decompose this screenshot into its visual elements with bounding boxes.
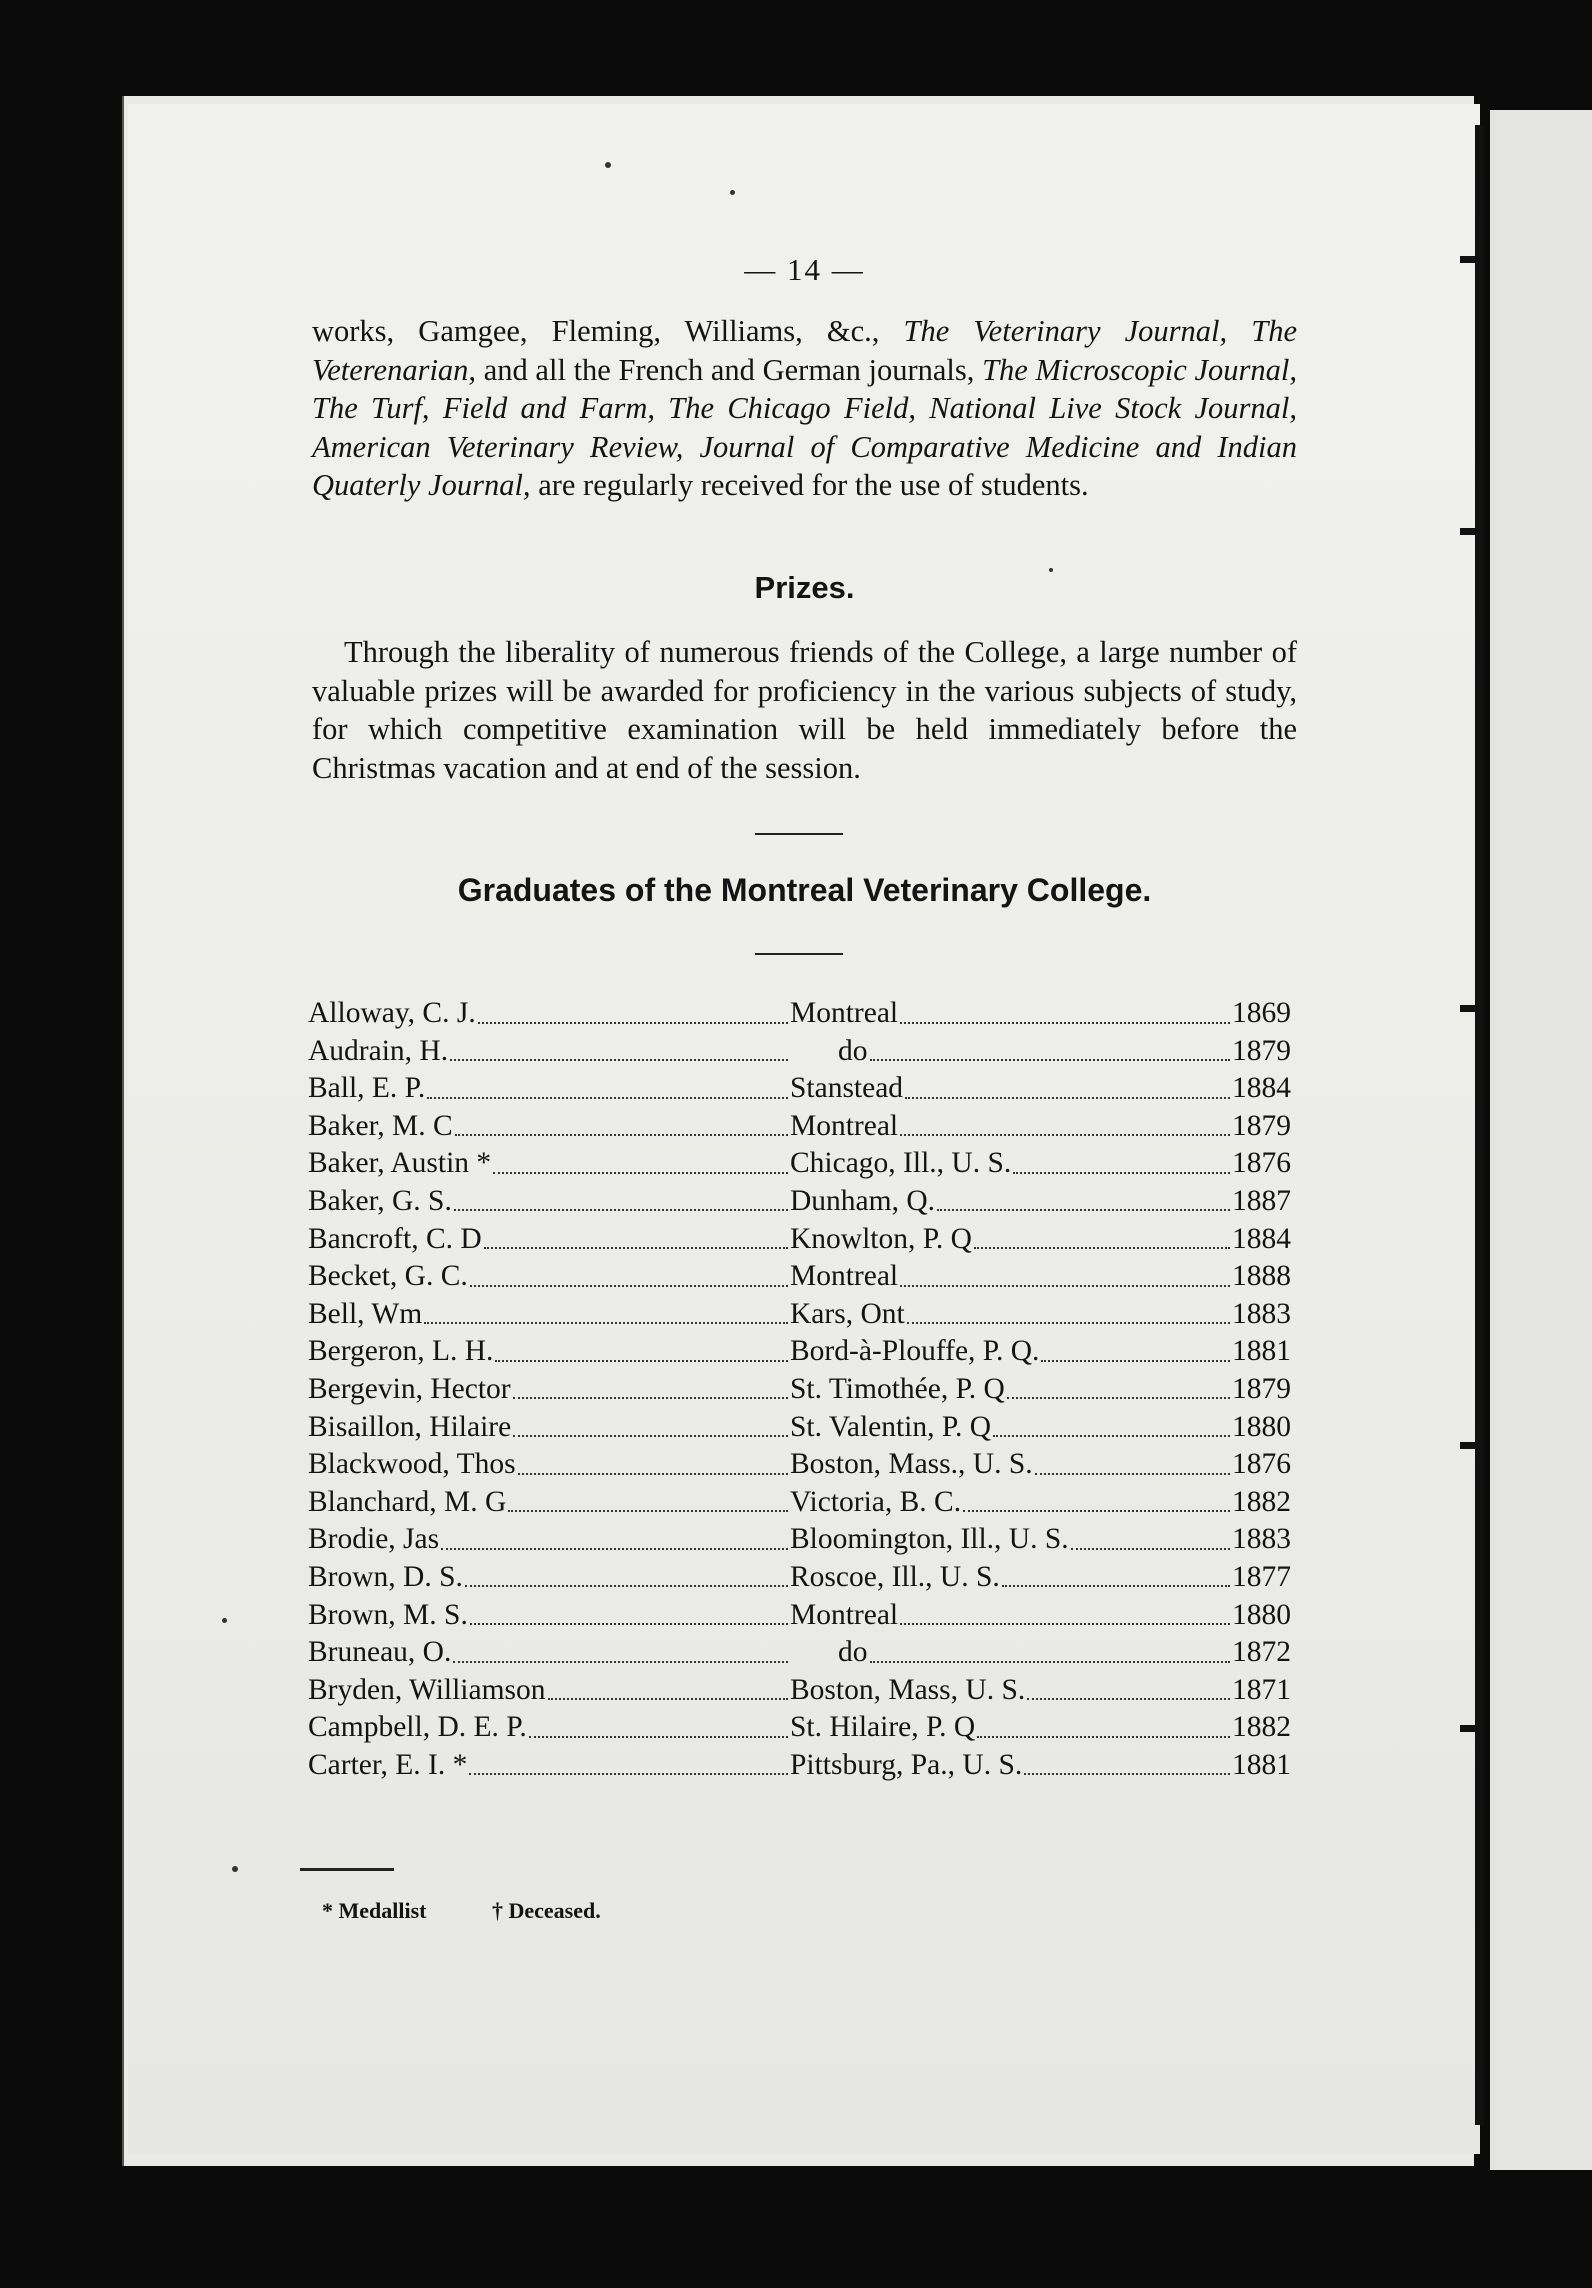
graduate-name: Brodie, Jas [308, 1523, 440, 1556]
graduate-year: 1876 [1232, 1448, 1291, 1481]
prizes-heading: Prizes. [754, 570, 855, 605]
graduate-place: Montreal [790, 1598, 899, 1631]
dot-leader [963, 1510, 1230, 1512]
heading-underline-rule [755, 953, 843, 955]
dot-leader [427, 1097, 788, 1099]
dot-leader [870, 1059, 1231, 1061]
graduate-name: Baker, Austin * [308, 1147, 492, 1180]
graduate-name: Bell, Wm [308, 1297, 423, 1330]
dot-leader [453, 1661, 788, 1663]
intro-text-run: and all the French and German journals, [476, 352, 983, 387]
dot-leader [465, 1585, 788, 1587]
graduate-year: 1882 [1232, 1711, 1291, 1744]
graduate-name: Bancroft, C. D [308, 1222, 482, 1255]
graduate-place: Dunham, Q. [790, 1184, 936, 1217]
intro-text-run: are regularly received for the use of students. [530, 468, 1089, 502]
scan-speck [605, 162, 611, 168]
footnote-medallist: * Medallist [322, 1898, 427, 1923]
graduate-name: Baker, G. S. [308, 1184, 452, 1217]
dot-leader [1013, 1172, 1230, 1174]
graduate-year: 1879 [1232, 1372, 1291, 1405]
graduate-row [308, 1636, 1291, 1674]
graduate-row [308, 1109, 1291, 1148]
page-number: — 14 — [744, 252, 865, 287]
graduate-place: St. Hilaire, P. Q [790, 1711, 976, 1744]
dot-leader [937, 1209, 1230, 1211]
dot-leader [1024, 1773, 1230, 1775]
graduate-name: Campbell, D. E. P. [308, 1711, 527, 1744]
dot-leader [548, 1698, 788, 1700]
graduate-row [308, 1748, 1291, 1787]
dot-leader [513, 1397, 788, 1399]
graduate-row [308, 1560, 1291, 1599]
graduate-name: Bryden, Williamson [308, 1673, 546, 1706]
graduate-name: Bergeron, L. H. [308, 1335, 494, 1368]
dot-leader [470, 1285, 788, 1287]
intro-text-run: works, Gamgee, Fleming, Williams, &c., [312, 314, 904, 348]
graduate-year: 1877 [1232, 1560, 1291, 1593]
dot-leader [870, 1661, 1231, 1663]
graduate-row [308, 1410, 1291, 1449]
graduate-year: 1879 [1232, 1034, 1291, 1067]
graduate-row [308, 1260, 1291, 1298]
dot-leader [518, 1473, 788, 1475]
graduate-place: St. Timothée, P. Q [790, 1372, 1005, 1405]
graduate-place: Chicago, Ill., U. S. [790, 1147, 1012, 1180]
graduate-year: 1887 [1232, 1184, 1291, 1217]
graduate-year: 1876 [1232, 1147, 1291, 1180]
dot-leader [470, 1623, 788, 1625]
binding-tick [1460, 1725, 1484, 1732]
graduate-place: Bord-à-Plouffe, P. Q. [790, 1335, 1040, 1368]
dot-leader [508, 1510, 788, 1512]
dot-leader [529, 1736, 788, 1738]
graduate-place: Boston, Mass., U. S. [790, 1448, 1033, 1481]
graduate-row [308, 1222, 1291, 1261]
graduate-name: Becket, G. C. [308, 1260, 468, 1293]
graduate-place: do [838, 1034, 868, 1067]
dot-leader [495, 1360, 788, 1362]
graduates-heading: Graduates of the Montreal Veterinary College. [457, 872, 1152, 908]
dot-leader [977, 1736, 1230, 1738]
graduate-year: 1883 [1232, 1297, 1291, 1330]
graduate-place: Pittsburg, Pa., U. S. [790, 1748, 1023, 1781]
binding-tick [1460, 1442, 1484, 1449]
graduate-year: 1881 [1232, 1335, 1291, 1368]
dot-leader [513, 1435, 788, 1437]
graduate-year: 1869 [1232, 997, 1291, 1029]
graduate-name: Baker, M. C [308, 1109, 453, 1142]
graduate-year: 1871 [1232, 1673, 1291, 1706]
graduate-name: Ball, E. P. [308, 1072, 426, 1105]
graduate-name: Audrain, H. [308, 1034, 449, 1067]
footnote-deceased: † Deceased. [492, 1898, 601, 1923]
graduate-row [308, 1034, 1291, 1073]
dot-leader [1027, 1698, 1230, 1700]
graduate-name: Bruneau, O. [308, 1636, 452, 1669]
footnote [322, 1898, 661, 1924]
graduate-row [308, 1184, 1291, 1223]
intro-italic-run: The Microscopic Journal, The Turf, Field and Farm, The Chicago Field, National Live Stock Journal, American Veterinary Review, Journal of Comparative Medicine and Indian Quaterly Journal, [312, 352, 1297, 502]
graduate-year: 1879 [1232, 1109, 1291, 1142]
dot-leader [455, 1134, 788, 1136]
footnote-rule [300, 1868, 394, 1871]
graduate-name: Alloway, C. J. [308, 997, 476, 1029]
dot-leader [469, 1773, 788, 1775]
graduate-year: 1884 [1232, 1072, 1291, 1105]
dot-leader [1002, 1585, 1230, 1587]
graduate-row [308, 1335, 1291, 1373]
graduate-year: 1888 [1232, 1260, 1291, 1293]
graduate-row [308, 1448, 1291, 1486]
graduate-name: Brown, D. S. [308, 1560, 463, 1593]
dot-leader [974, 1247, 1230, 1249]
intro-italic-run: The Veterinary Journal, The Veterenarian, [312, 314, 1297, 387]
scan-speck [222, 1618, 227, 1623]
scan-speck [1049, 568, 1053, 572]
dot-leader [1035, 1473, 1230, 1475]
graduate-name: Carter, E. I. * [308, 1748, 468, 1781]
dot-leader [905, 1097, 1230, 1099]
dot-leader [1041, 1360, 1230, 1362]
dot-leader [1071, 1548, 1230, 1550]
dot-leader [900, 1623, 1230, 1625]
dot-leader [454, 1209, 788, 1211]
adjacent-page-edge [1490, 110, 1592, 2170]
graduate-year: 1872 [1232, 1636, 1291, 1669]
graduate-place: St. Valentin, P. Q [790, 1410, 992, 1443]
dot-leader [484, 1247, 788, 1249]
graduate-row [308, 1072, 1291, 1110]
graduate-row [308, 1523, 1291, 1561]
graduate-name: Bisaillon, Hilaire [308, 1410, 512, 1443]
section-divider [755, 833, 843, 835]
graduate-row [308, 1711, 1291, 1749]
graduate-year: 1881 [1232, 1748, 1291, 1781]
graduate-place: Kars, Ont [790, 1297, 905, 1330]
graduate-place: Bloomington, Ill., U. S. [790, 1523, 1069, 1556]
graduate-name: Brown, M. S. [308, 1598, 468, 1631]
graduate-place: Montreal [790, 1260, 899, 1293]
graduate-year: 1880 [1232, 1410, 1291, 1443]
binding-tick [1460, 1005, 1484, 1012]
graduate-year: 1883 [1232, 1523, 1291, 1556]
graduate-row [308, 1485, 1291, 1524]
dot-leader [993, 1435, 1230, 1437]
dot-leader [493, 1172, 788, 1174]
graduate-place: Knowlton, P. Q [790, 1222, 972, 1255]
graduate-year: 1880 [1232, 1598, 1291, 1631]
dot-leader [907, 1322, 1230, 1324]
graduate-place: Montreal [790, 1109, 899, 1142]
binding-rule [1475, 125, 1484, 2125]
dot-leader [1007, 1397, 1230, 1399]
graduate-place: do [838, 1636, 868, 1669]
graduate-name: Blackwood, Thos [308, 1448, 516, 1481]
graduate-row [308, 1598, 1291, 1637]
graduate-name: Blanchard, M. G [308, 1485, 507, 1518]
graduate-row [308, 1297, 1291, 1336]
graduates-list [308, 997, 1291, 1786]
graduate-place: Stanstead [790, 1072, 904, 1105]
dot-leader [478, 1022, 788, 1024]
graduate-place: Victoria, B. C. [790, 1485, 962, 1518]
dot-leader [900, 1022, 1230, 1024]
dot-leader [900, 1285, 1230, 1287]
dot-leader [441, 1548, 788, 1550]
graduate-row [308, 1147, 1291, 1185]
scan-speck [232, 1866, 238, 1872]
graduate-name: Bergevin, Hector [308, 1372, 511, 1405]
graduate-row [308, 997, 1291, 1035]
binding-tick [1460, 528, 1484, 535]
graduate-row [308, 1673, 1291, 1712]
binding-tick [1460, 256, 1484, 263]
prizes-paragraph: Through the liberality of numerous friends of the College, a large number of valuable prizes will be awarded for proficiency in the various subjects of study, for which competitive examination will be held immediately before the Christmas vacation and at end of the session. [312, 635, 1297, 785]
dot-leader [900, 1134, 1230, 1136]
graduate-row [308, 1372, 1291, 1411]
graduate-year: 1884 [1232, 1222, 1291, 1255]
dot-leader [450, 1059, 788, 1061]
graduate-place: Boston, Mass, U. S. [790, 1673, 1026, 1706]
graduate-place: Roscoe, Ill., U. S. [790, 1560, 1000, 1593]
graduate-place: Montreal [790, 997, 899, 1029]
graduate-year: 1882 [1232, 1485, 1291, 1518]
intro-paragraph [312, 312, 1297, 505]
dot-leader [424, 1322, 788, 1324]
scan-speck [730, 190, 735, 195]
